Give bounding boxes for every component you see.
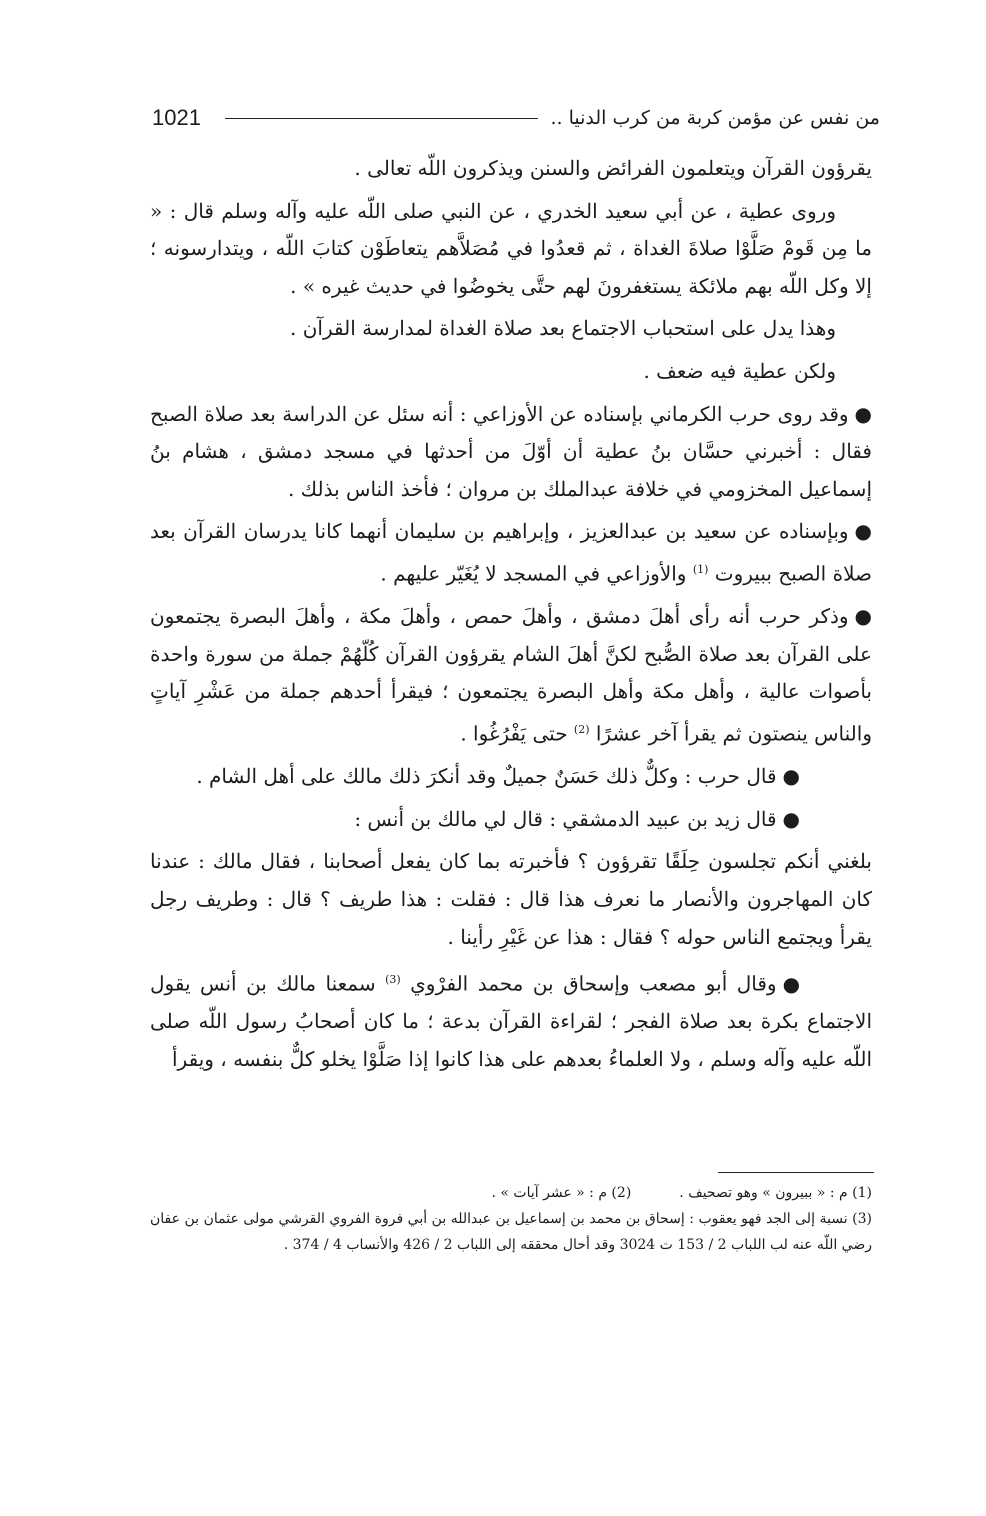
bullet-icon: ● (854, 604, 872, 629)
paragraph (150, 961, 872, 1078)
footnote-marker: (1) (692, 562, 709, 576)
footnote-divider (718, 1172, 874, 1173)
footnote-1: (1) م : « ببيرون » وهو تصحيف . (679, 1185, 872, 1201)
footnote-2: (2) م : « عشر آيات » . (491, 1185, 632, 1201)
paragraph-text: وذكر حرب أنه رأى أهلَ دمشق ، وأهلَ حمص ، وأهلَ مكة ، وأهلَ البصرة يجتمعون على القرآن بعد صلاة الصُّبح لكنَّ أهلَ الشام يقرؤون القرآن كُلّهُمْ جملة من سورة واحدة بأصوات عالية ، وأهل مكة وأهل البصرة يجتمعون ؛ فيقرأ أحدهم جملة من عَشْرِ آياتٍ والناس ينصتون ثم يقرأ آخر عشرًا (150, 604, 872, 746)
paragraph (150, 598, 872, 753)
bullet-icon: ● (854, 519, 872, 544)
paragraph-text: وقال أبو مصعب وإسحاق بن محمد الفرْوي (410, 971, 777, 996)
paragraph-text: قال زيد بن عبيد الدمشقي : قال لي مالك بن أنس : (354, 806, 777, 831)
paragraph (150, 758, 872, 796)
paragraph: بلغني أنكم تجلسون حِلَقًا تقرؤون ؟ فأخبرته بما كان يفعل أصحابنا ، فقال مالك : عندنا كان المهاجرون والأنصار ما نعرف هذا قال : فقلت : هذا طريف ؟ قال : وطريف رجل يقرأ ويجتمع الناس حوله ؟ فقال : هذا عن غَيْرِ رأينا . (150, 849, 872, 949)
bullet-icon: ● (782, 806, 800, 831)
paragraph: وهذا يدل على استحباب الاجتماع بعد صلاة الغداة لمدارسة القرآن . (289, 316, 836, 341)
bullet-icon: ● (782, 971, 801, 996)
paragraph: ولكن عطية فيه ضعف . (643, 358, 836, 383)
page-header (152, 100, 880, 136)
footnote-3: (3) نسبة إلى الجد فهو يعقوب : إسحاق بن محمد بن إسماعيل بن عبدالله بن أبي فروة الفروي القرشي مولى عثمان بن عفان رضي اللّه عنه لب اللباب 2 / 153 ت 3024 وقد أحال محققه إلى اللباب 2 / 426 والأنساب 4 / 374 . (150, 1211, 872, 1253)
main-text (150, 150, 872, 1084)
paragraph (150, 513, 872, 593)
footnote-row (150, 1180, 872, 1206)
footnote-marker: (2) (573, 722, 590, 736)
paragraph-text: والأوزاعي في المسجد لا يُغَيّر عليهم . (380, 561, 687, 586)
paragraph: يقرؤون القرآن ويتعلمون الفرائض والسنن ويذكرون اللّه تعالى . (354, 156, 872, 180)
paragraph (150, 801, 872, 839)
paragraph: وروى عطية ، عن أبي سعيد الخدري ، عن النبي صلى اللّه عليه وآله وسلم قال : « ما مِن قَومْ صَلَّوْا صلاةَ الغداة ، ثم قعدُوا في مُصَلاَّهم يتعاطَوْن كتابَ اللّه ، ويتدارسونه ؛ إلا وكل اللّه بهم ملائكة يستغفرونَ لهم حتَّى يخوضُوا في حديث غيره » . (150, 198, 872, 298)
paragraph (150, 396, 872, 509)
bullet-icon: ● (782, 764, 800, 789)
paragraph-text: وبإسناده عن سعيد بن عبدالعزيز ، وإبراهيم بن سليمان أنهما كانا يدرسان القرآن بعد صلاة الصبح ببيروت (150, 519, 872, 586)
paragraph-text: وقد روى حرب الكرماني بإسناده عن الأوزاعي : أنه سئل عن الدراسة بعد صلاة الصبح فقال : أخبرني حسَّان بنُ عطية أن أوّلَ من أحدثها في مسجد دمشق ، هشام بنُ إسماعيل المخزومي في خلافة عبدالملك بن مروان ؛ فأخذ الناس بذلك . (150, 401, 872, 501)
footnote-marker: (3) (385, 973, 401, 987)
running-title: من نفس عن مؤمن كربة من كرب الدنيا .. (550, 107, 880, 129)
paragraph-text: قال حرب : وكلٌّ ذلك حَسَنٌ جميلٌ وقد أنكرَ ذلك مالك على أهل الشام . (196, 764, 777, 789)
paragraph-text: سمعنا مالك بن أنس يقول الاجتماع بكرة بعد صلاة الفجر ؛ لقراءة القرآن بدعة ؛ ما كان أصحابُ رسول اللّه صلى اللّه عليه وآله وسلم ، ولا العلماءُ بعدهم على هذا كانوا إذا صَلَّوْا يخلو كلٌّ بنفسه ، ويقرأ (150, 971, 872, 1072)
bullet-icon: ● (854, 401, 872, 426)
header-rule (225, 118, 539, 119)
paragraph-text: حتى يَفْرُغُوا . (460, 721, 568, 746)
footnotes (150, 1180, 872, 1258)
page-number: 1021 (152, 105, 201, 130)
